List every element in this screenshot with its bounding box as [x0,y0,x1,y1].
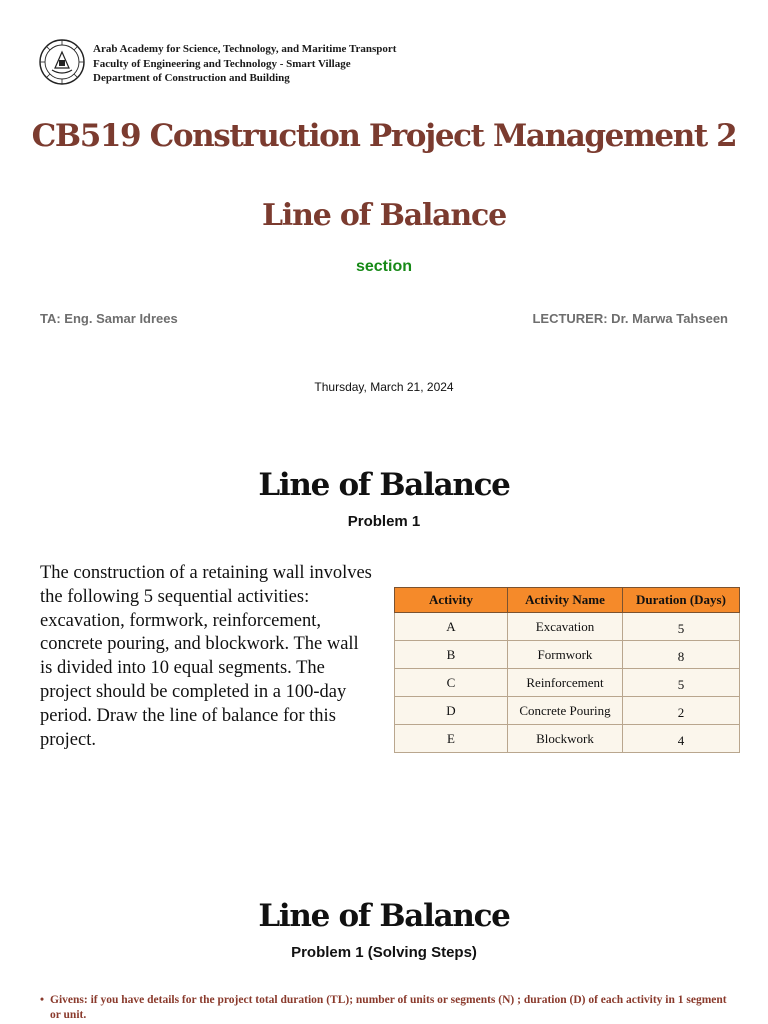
table-header-row [395,588,740,613]
cell-activity-name: Reinforcement [508,669,623,697]
section-label: section [355,258,412,275]
cell-duration: 4 [623,725,740,753]
cell-activity: A [395,613,508,641]
cell-activity-name: Concrete Pouring [508,697,623,725]
table-row [395,613,740,641]
problem-statement: The construction of a retaining wall involves the following 5 sequential activities: excavation, formwork, reinforcement, concrete pouring, and blockwork. The wall is divided into 10 equal segments. The project should be completed in a 100-day period. Draw the line of balance for this project. [40,563,372,750]
course-title: CB519 Construction Project Management 2 [31,118,737,154]
cell-activity-name: Formwork [508,641,623,669]
institution-header [93,42,396,86]
deck-title: Line of Balance [262,198,506,233]
table-row [395,725,740,753]
activity-table [394,587,740,753]
cell-duration: 5 [623,669,740,697]
lecturer-name: LECTURER: Dr. Marwa Tahseen [532,311,728,326]
givens-text: Givens: if you have details for the project total duration (TL); number of units or segments (N) ; duration (D) of each activity in 1 segment or unit. [50,994,727,1021]
university-seal-icon [38,38,86,86]
slide2-title: Line of Balance [258,467,510,503]
lecture-date: Thursday, March 21, 2024 [314,380,454,394]
cell-activity-name: Excavation [508,613,623,641]
slide3-title: Line of Balance [258,898,510,934]
institution-line-faculty: Faculty of Engineering and Technology - Smart Village [93,57,351,70]
slide3-subtitle: Problem 1 (Solving Steps) [291,944,477,961]
cell-duration: 2 [623,697,740,725]
cell-activity: B [395,641,508,669]
ta-name: TA: Eng. Samar Idrees [40,311,178,326]
header-activity-name: Activity Name [508,588,623,613]
institution-line-academy: Arab Academy for Science, Technology, and Maritime Transport [93,43,397,55]
bullet-icon: • [40,994,45,1006]
table-row [395,641,740,669]
cell-duration: 8 [623,641,740,669]
table-row [395,669,740,697]
slide2-subtitle: Problem 1 [347,513,421,530]
cell-activity: E [395,725,508,753]
header-duration: Duration (Days) [623,588,740,613]
cell-activity-name: Blockwork [508,725,623,753]
institution-line-department: Department of Construction and Building [93,72,290,84]
header-activity: Activity [395,588,508,613]
cell-duration: 5 [623,613,740,641]
cell-activity: D [395,697,508,725]
cell-activity: C [395,669,508,697]
table-row [395,697,740,725]
givens-bullet [40,993,740,1023]
